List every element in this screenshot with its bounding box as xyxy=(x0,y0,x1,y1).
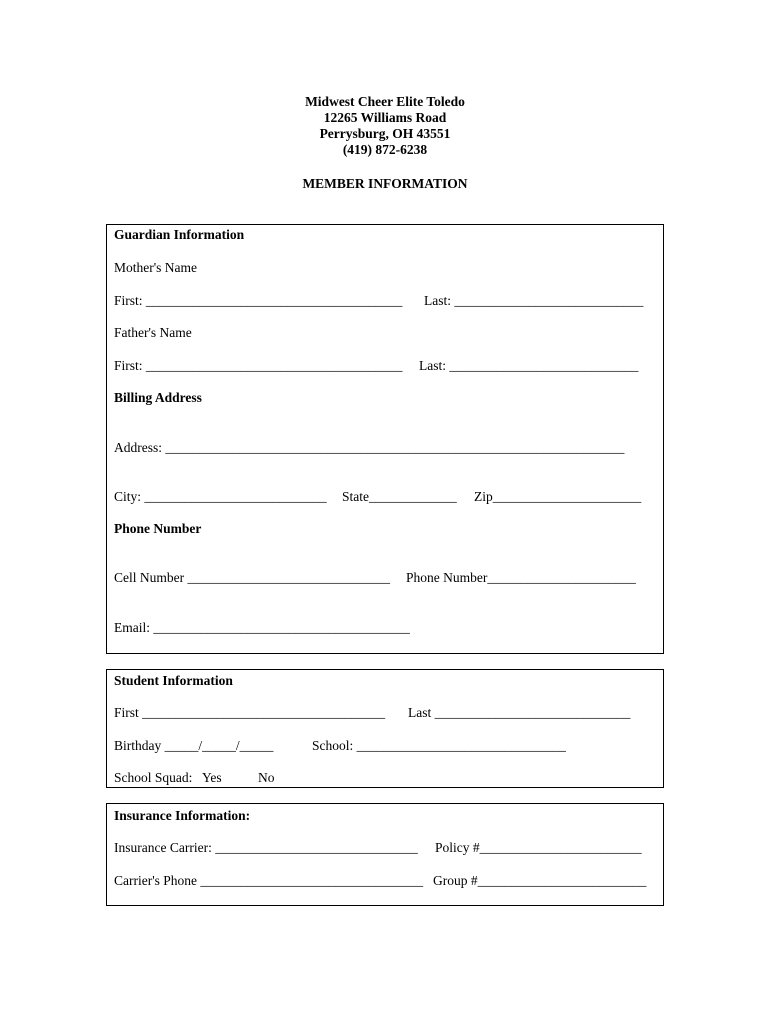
carrier-phone-group-row xyxy=(114,873,646,889)
city-field[interactable]: City: ___________________________ xyxy=(114,489,327,504)
organization-header xyxy=(0,94,770,158)
cell-number-field[interactable]: Cell Number ______________________________ xyxy=(114,570,390,585)
org-phone: (419) 872-6238 xyxy=(342,142,428,157)
policy-field[interactable]: Policy #________________________ xyxy=(435,840,642,855)
zip-field[interactable]: Zip______________________ xyxy=(474,489,642,504)
city-state-zip-row xyxy=(114,489,641,505)
father-name-label: Father's Name xyxy=(114,325,192,340)
guardian-section xyxy=(106,224,664,654)
student-section xyxy=(106,669,664,788)
insurance-carrier-field[interactable]: Insurance Carrier: ______________________________ xyxy=(114,840,418,855)
school-squad-label: School Squad: xyxy=(114,770,193,785)
group-field[interactable]: Group #_________________________ xyxy=(433,873,647,888)
mother-name-label: Mother's Name xyxy=(114,260,198,275)
school-squad-row xyxy=(114,770,275,786)
address-field[interactable]: Address: ____________________________________________________________________ xyxy=(114,440,625,455)
form-title: MEMBER INFORMATION xyxy=(302,176,468,191)
school-field[interactable]: School: _______________________________ xyxy=(312,738,566,753)
father-name-row xyxy=(114,358,638,374)
school-squad-yes[interactable]: Yes xyxy=(202,770,222,785)
guardian-heading: Guardian Information xyxy=(114,227,245,242)
carrier-policy-row xyxy=(114,840,642,856)
birthday-school-row xyxy=(114,738,566,754)
insurance-heading: Insurance Information: xyxy=(114,808,251,823)
student-last-field[interactable]: Last _____________________________ xyxy=(408,705,631,720)
email-field[interactable]: Email: ______________________________________ xyxy=(114,620,410,635)
birthday-field[interactable]: Birthday _____/_____/_____ xyxy=(114,738,274,753)
phone-number-heading: Phone Number xyxy=(114,521,202,536)
mother-last-field[interactable]: Last: ____________________________ xyxy=(424,293,644,308)
father-last-field[interactable]: Last: ____________________________ xyxy=(419,358,639,373)
carrier-phone-field[interactable]: Carrier's Phone _________________________________ xyxy=(114,873,424,888)
org-street: 12265 Williams Road xyxy=(323,110,447,125)
org-city-line: Perrysburg, OH 43551 xyxy=(319,126,451,141)
school-squad-no[interactable]: No xyxy=(258,770,275,785)
father-first-field[interactable]: First: ______________________________________ xyxy=(114,358,403,373)
org-name: Midwest Cheer Elite Toledo xyxy=(305,94,465,109)
phone-number-field[interactable]: Phone Number______________________ xyxy=(406,570,636,585)
student-name-row xyxy=(114,705,630,721)
mother-name-row xyxy=(114,293,643,309)
mother-first-field[interactable]: First: ______________________________________ xyxy=(114,293,403,308)
insurance-section xyxy=(106,803,664,906)
state-field[interactable]: State_____________ xyxy=(342,489,457,504)
student-heading: Student Information xyxy=(114,673,233,688)
phone-row xyxy=(114,570,636,586)
student-first-field[interactable]: First ____________________________________ xyxy=(114,705,386,720)
billing-address-heading: Billing Address xyxy=(114,390,202,405)
